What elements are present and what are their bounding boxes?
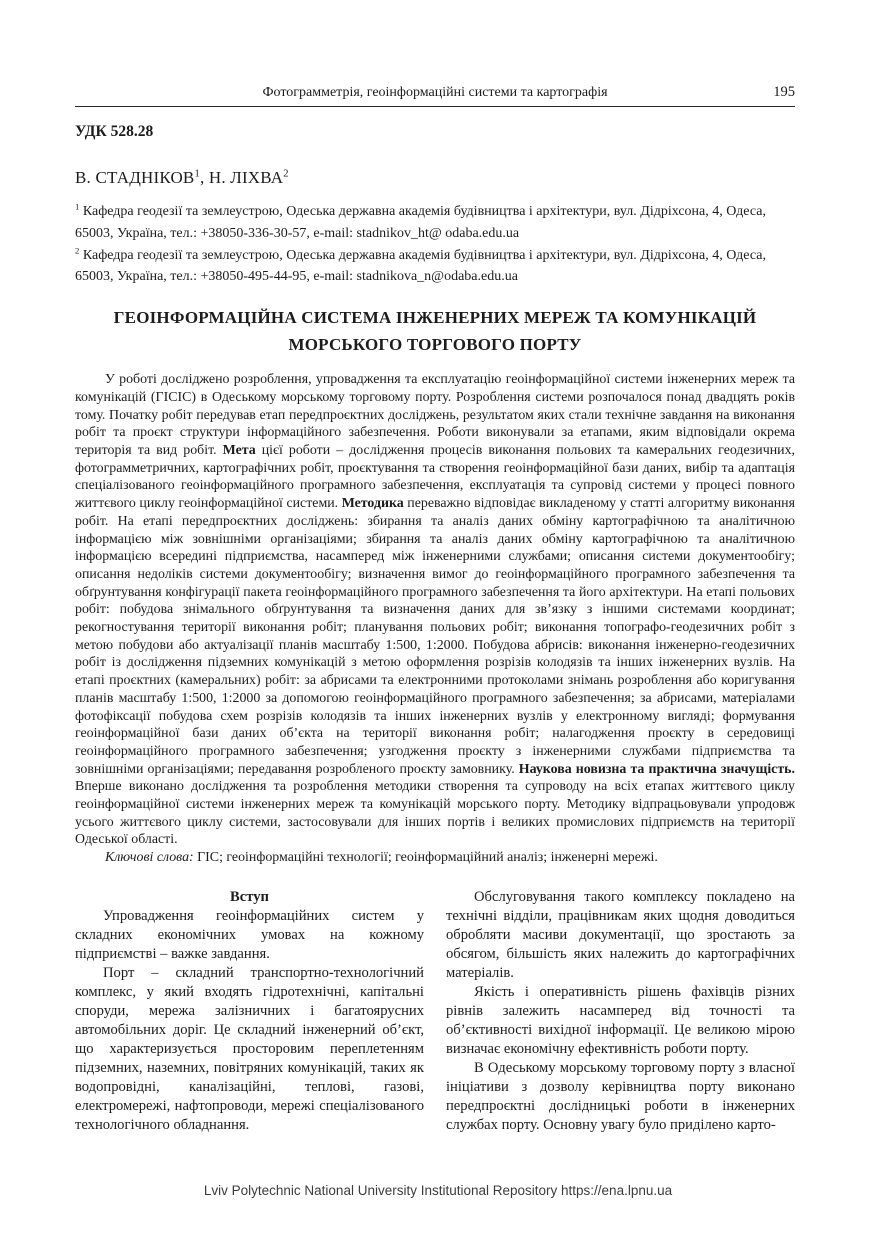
body-paragraph: Обслуговування такого комплексу покладено на технічні відділи, працівникам яких щодня доводиться обробляти масиви документації, що зростають за обсягом, більшість яких належить до картографічних матеріалів. [446, 888, 795, 981]
affiliation-text: Кафедра геодезії та землеустрою, Одеська державна академія будівництва і архітектури, вул. Дідріхсона, 4, Одеса, 65003, Україна, тел.: +38050-495-44-95, e-mail: stadnikova_n@odaba.edu.ua [75, 247, 766, 285]
affiliations-block [75, 201, 795, 288]
affiliation-text: Кафедра геодезії та землеустрою, Одеська державна академія будівництва і архітектури, вул. Дідріхсона, 4, Одеса, 65003, Україна, тел.: +38050-336-30-57, e-mail: stadnikov_ht@ odaba.edu.ua [75, 204, 766, 241]
author-affiliation-ref: 1 [194, 168, 200, 180]
keywords-label: Ключові слова: [105, 850, 194, 866]
title-line-2: МОРСЬКОГО ТОРГОВОГО ПОРТУ [288, 334, 582, 354]
body-paragraph: Упровадження геоінформаційних систем у складних економічних умовах на кожному підприємстві – важке завдання. [75, 907, 424, 962]
affiliation-item [75, 245, 795, 289]
paper-title [75, 305, 795, 358]
keywords-text: ГІС; геоінформаційні технології; геоінформаційний аналіз; інженерні мережі. [193, 850, 658, 866]
abstract-block [75, 371, 795, 867]
author-affiliation-ref: 2 [283, 168, 289, 180]
author-name: В. СТАДНІКОВ [75, 168, 195, 187]
section-heading-vstup: Вступ [230, 888, 269, 905]
footer-text: Lviv Polytechnic National University Institutional Repository https://ena.lpnu.ua [203, 1183, 673, 1198]
page-header [75, 84, 795, 107]
affiliation-item [75, 201, 795, 245]
left-column [75, 888, 424, 1135]
body-columns [75, 888, 795, 1135]
abstract-paragraph: У роботі досліджено розроблення, упровадження та експлуатацію геоінформаційної системи інженерних мереж та комунікацій (ГІСІС) в Одеському морському торговому порту. Розроблення системи розпочалося понад двадцять років тому. Початку робіт передував етап передпроєктних досліджень, результатом яких стали технічне завдання на виконання робіт та проєкт структури інформаційного забезпечення. Роботи виконували за етапами, яким відповідали окрема територія та вид робіт. Мета цієї роботи – дослідження процесів виконання польових та камеральних геодезичних, фотограмметричних, картографічних робіт, проєктування та створення геоінформаційної бази даних, вибір та адаптація спеціалізованого геоінформаційного програмного забезпечення, експлуатація та супровід системи у процесі повного життєвого циклу геоінформаційної системи. Методика переважно відповідає викладеному у статті алгоритму виконання робіт. На етапі передпроєктних досліджень: збирання та аналіз даних обміну картографічною та аналітичною інформацією між зовнішніми організаціями; збирання та аналіз даних обміну картографічною та аналітичною інформацією всередині підприємства, насамперед між інженерними службами; описання системи документообігу; описання недоліків системи документообігу; визначення вимог до геоінформаційного програмного забезпечення та обґрунтування конфігурації пакета геоінформаційного програмного забезпечення та його архітектури. На етапі польових робіт: побудова знімального обґрунтування та визначення даних для зв’язку з іншими системами координат; рекогностування території виконання робіт; планування польових робіт; виконання топографо-геодезичних робіт з метою побудови або актуалізації планів масштабу 1:500, 1:2000. Побудова абрисів: виконання інженерно-геодезичних робіт із дослідження підземних комунікацій з метою оформлення розрізів колодязів та інших інженерних вузлів. На етапі проєктних (камеральних) робіт: за абрисами та електронними протоколами знімань розроблення або коригування планів масштабу 1:500, 1:2000 за допомогою геоінформаційного програмного забезпечення; за абрисами, матеріалами фотофіксації побудова схем розрізів колодязів та інших інженерних вузлів у електронному вигляді; формування геоінформаційної бази даних об’єкта на території виконання робіт; налагодження проєкту в середовищі геоінформаційного програмного забезпечення; узгодження проєкту з інженерними службами підприємства та зовнішніми організаціями; передавання розробленого проєкту замовнику. Наукова новизна та практична значущість. Вперше виконано дослідження та розроблення методики створення та супроводу на всіх етапах життєвого циклу геоінформаційної системи інженерних мереж та комунікацій морського порту. Методику відпрацьовували упродовж усього життєвого циклу системи, застосовували для інших портів і великих промислових підприємств на території Одеської області. [75, 372, 795, 848]
body-paragraph: Порт – складний транспортно-технологічний комплекс, у який входять гідротехнічні, капітальні споруди, мережа залізничних і багатоярусних автомобільних доріг. Це складний інженерний об’єкт, що характеризується просторовим переплетенням підземних, наземних, повітряних комунікацій, таких як водопровідні, каналізаційні, теплові, газові, електромережі, нафтопроводи, мережі спеціалізованого технологічного обладнання. [75, 964, 424, 1133]
page-number: 195 [773, 84, 795, 100]
right-column [446, 888, 795, 1135]
affiliation-marker: 1 [75, 201, 80, 212]
running-title: Фотограмметрія, геоінформаційні системи та картографія [262, 85, 608, 100]
body-paragraph: Якість і оперативність рішень фахівців різних рівнів залежить насамперед від точності та об’єктивності вихідної інформації. Це великою мірою визначає економічну ефективність роботи порту. [446, 983, 795, 1057]
affiliation-marker: 2 [75, 244, 80, 255]
udc-label: УДК 528.28 [75, 123, 154, 140]
keywords-line [75, 849, 795, 867]
author-name: , Н. ЛІХВА [199, 168, 284, 187]
body-paragraph: В Одеському морському торговому порту з власної ініціативи з дозволу керівництва порту виконано передпроєктні дослідницькі роботи в інженерних службах порту. Основну увагу було приділено карто- [446, 1059, 795, 1133]
authors-line [75, 168, 795, 188]
title-line-1: ГЕОІНФОРМАЦІЙНА СИСТЕМА ІНЖЕНЕРНИХ МЕРЕЖ ТА КОМУНІКАЦІЙ [113, 308, 757, 328]
